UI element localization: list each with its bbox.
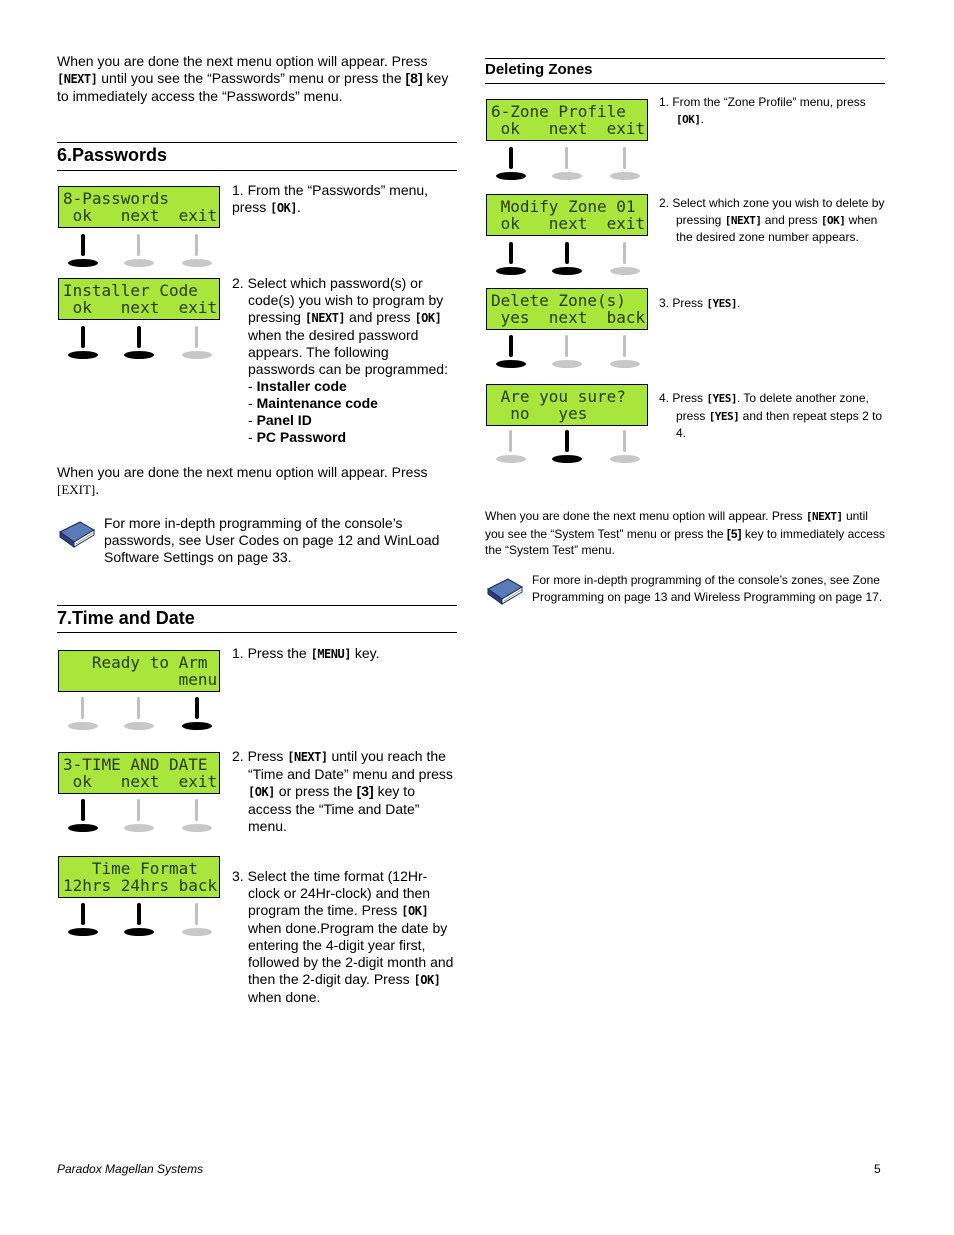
keypad-buttons xyxy=(58,901,220,941)
keypad-button-stem xyxy=(509,147,513,169)
keypad-button-base xyxy=(610,172,640,180)
keypad-button-1 xyxy=(68,695,98,735)
keypad-button-stem xyxy=(137,903,141,925)
keypad-button-2 xyxy=(552,240,582,280)
list-item: - Maintenance code xyxy=(248,395,378,411)
note-text: For more in-depth programming of the console’s zones, see Zone Programming on page 13 and Wireless Programming on page 17. xyxy=(532,573,883,604)
section-rule-top xyxy=(485,58,885,59)
keypad-button-3 xyxy=(610,333,640,373)
keypad-buttons xyxy=(58,324,220,364)
keypad-buttons xyxy=(486,240,648,280)
keypad-button-base xyxy=(182,824,212,832)
section-heading-passwords: 6.Passwords xyxy=(57,145,168,165)
step-text: 3. Press [YES]. xyxy=(659,296,741,310)
keypad-button-3 xyxy=(182,695,212,735)
keypad-buttons xyxy=(58,797,220,837)
book-icon xyxy=(58,518,96,548)
after-paragraph: When you are done the next menu option will appear. Press [EXIT]. xyxy=(57,464,428,497)
step-text: 4. Press [YES]. To delete another zone, press [YES] and then repeat steps 2 to 4. xyxy=(659,391,883,440)
keypad-button-stem xyxy=(81,697,84,719)
keypad-buttons xyxy=(486,428,648,468)
keypad-button-3 xyxy=(182,324,212,364)
keypad-button-base xyxy=(552,267,582,275)
keypad-button-3 xyxy=(610,240,640,280)
keypad-button-stem xyxy=(509,242,513,264)
keypad-button-stem xyxy=(137,326,141,348)
keypad-button-base xyxy=(610,455,640,463)
keypad-button-stem xyxy=(81,234,85,256)
keypad-button-stem xyxy=(195,234,198,256)
step-text: 1. Press the [MENU] key. xyxy=(232,645,380,661)
keypad-button-base xyxy=(68,722,98,730)
keypad-button-1 xyxy=(496,240,526,280)
keypad-button-stem xyxy=(509,430,512,452)
keypad-button-base xyxy=(610,360,640,368)
keypad-button-base xyxy=(182,928,212,936)
password-list xyxy=(232,378,456,446)
keypad-button-stem xyxy=(195,697,199,719)
section-rule-bottom xyxy=(57,632,457,633)
keypad-button-stem xyxy=(81,326,85,348)
step-text: 2. Press [NEXT] until you reach the “Time and Date” menu and press [OK] or press the [3] key to access the “Time and Date” menu. xyxy=(232,748,453,834)
list-item: - PC Password xyxy=(248,429,347,445)
keypad-button-3 xyxy=(182,232,212,272)
footer-title: Paradox Magellan Systems xyxy=(57,1162,204,1176)
note-text: For more in-depth programming of the console’s passwords, see User Codes on page 12 and WinLoad Software Settings on page 33. xyxy=(104,515,440,565)
keypad-button-1 xyxy=(68,797,98,837)
step-text: 2. Select which password(s) or code(s) you wish to program by pressing [NEXT] and press [OK] when the desired password appears. The following passwords can be programmed: - Installer code - Maintenance code - Panel ID - PC Password xyxy=(232,275,456,446)
keypad-button-stem xyxy=(565,242,569,264)
keypad-button-stem xyxy=(565,430,569,452)
keypad-button-2 xyxy=(552,333,582,373)
lcd-screen-are-you-sure: Are you sure? no yes xyxy=(486,384,648,426)
keypad-button-1 xyxy=(68,324,98,364)
intro-paragraph: When you are done the next menu option will appear. Press [NEXT] until you see the “Passwords” menu or press the [8] key to immediately access the “Passwords” menu. xyxy=(57,53,449,104)
keypad-button-base xyxy=(182,722,212,730)
step-text: 3. Select the time format (12Hr-clock or 24Hr-clock) and then program the time. Press [OK] when done.Program the date by entering the 4-digit year first, followed by the 2-digit month and then the 2-digit day. Press [OK] when done. xyxy=(232,868,454,1005)
keypad-button-stem xyxy=(195,326,198,348)
keypad-button-base xyxy=(124,928,154,936)
keypad-button-base xyxy=(68,259,98,267)
keypad-button-base xyxy=(552,455,582,463)
section-rule-top xyxy=(57,605,457,606)
keypad-button-base xyxy=(496,172,526,180)
keypad-button-stem xyxy=(195,903,198,925)
keypad-button-2 xyxy=(552,145,582,185)
keypad-button-2 xyxy=(124,324,154,364)
keypad-button-3 xyxy=(182,901,212,941)
lcd-screen-delete-zones: Delete Zone(s) yes next back xyxy=(486,288,648,330)
keypad-button-2 xyxy=(124,695,154,735)
keypad-button-1 xyxy=(496,145,526,185)
list-item: - Installer code xyxy=(248,378,347,394)
lcd-screen-zone-profile: 6-Zone Profile ok next exit xyxy=(486,99,648,141)
keypad-button-base xyxy=(496,455,526,463)
keypad-button-2 xyxy=(124,232,154,272)
keypad-buttons xyxy=(486,145,648,185)
keypad-button-3 xyxy=(610,145,640,185)
keypad-button-stem xyxy=(137,697,140,719)
lcd-screen-time-and-date: 3-TIME AND DATE ok next exit xyxy=(58,752,220,794)
lcd-screen-modify-zone: Modify Zone 01 ok next exit xyxy=(486,194,648,236)
keypad-button-base xyxy=(552,360,582,368)
keypad-button-stem xyxy=(81,799,85,821)
list-item: - Panel ID xyxy=(248,412,312,428)
section-heading-time-and-date: 7.Time and Date xyxy=(57,608,195,628)
keypad-button-stem xyxy=(137,234,140,256)
book-icon xyxy=(486,575,524,605)
lcd-screen-ready-to-arm: Ready to Arm menu xyxy=(58,650,220,692)
page-number: 5 xyxy=(874,1162,881,1176)
keypad-buttons xyxy=(58,695,220,735)
step-text: 2. Select which zone you wish to delete by pressing [NEXT] and press [OK] when the desired zone number appears. xyxy=(659,196,885,244)
keypad-button-stem xyxy=(623,242,626,264)
next-key-label: [NEXT] xyxy=(57,72,98,86)
key-8-label: [8] xyxy=(405,70,423,86)
keypad-button-stem xyxy=(81,903,85,925)
keypad-button-base xyxy=(68,928,98,936)
lcd-screen-installer-code: Installer Code ok next exit xyxy=(58,278,220,320)
keypad-button-base xyxy=(496,267,526,275)
keypad-button-base xyxy=(68,824,98,832)
keypad-button-stem xyxy=(623,147,626,169)
keypad-button-2 xyxy=(552,428,582,468)
keypad-button-stem xyxy=(623,335,626,357)
keypad-button-stem xyxy=(195,799,198,821)
keypad-button-1 xyxy=(496,333,526,373)
keypad-button-stem xyxy=(565,335,568,357)
keypad-button-3 xyxy=(610,428,640,468)
keypad-button-stem xyxy=(137,799,140,821)
keypad-button-base xyxy=(68,351,98,359)
keypad-button-1 xyxy=(68,232,98,272)
section-rule-top xyxy=(57,142,457,143)
step-text: 1. From the “Zone Profile” menu, press [OK]. xyxy=(659,95,866,126)
keypad-button-2 xyxy=(124,797,154,837)
after-paragraph: When you are done the next menu option will appear. Press [NEXT] until you see the “System Test” menu or press the [5] key to immediately access the “System Test” menu. xyxy=(485,509,885,557)
keypad-button-stem xyxy=(509,335,513,357)
keypad-button-base xyxy=(124,722,154,730)
section-rule-bottom xyxy=(57,170,457,171)
lcd-screen-time-format: Time Format 12hrs 24hrs back xyxy=(58,856,220,898)
keypad-button-base xyxy=(124,824,154,832)
keypad-button-base xyxy=(610,267,640,275)
keypad-buttons xyxy=(58,232,220,272)
keypad-button-1 xyxy=(68,901,98,941)
lcd-screen-passwords: 8-Passwords ok next exit xyxy=(58,186,220,228)
section-heading-deleting-zones: Deleting Zones xyxy=(485,61,593,78)
section-rule-bottom xyxy=(485,83,885,84)
keypad-button-1 xyxy=(496,428,526,468)
keypad-button-base xyxy=(496,360,526,368)
keypad-button-2 xyxy=(124,901,154,941)
keypad-button-base xyxy=(124,259,154,267)
keypad-button-base xyxy=(182,351,212,359)
keypad-button-stem xyxy=(623,430,626,452)
keypad-button-base xyxy=(552,172,582,180)
keypad-buttons xyxy=(486,333,648,373)
step-text: 1. From the “Passwords” menu, press [OK]. xyxy=(232,182,429,215)
keypad-button-3 xyxy=(182,797,212,837)
keypad-button-base xyxy=(182,259,212,267)
keypad-button-base xyxy=(124,351,154,359)
keypad-button-stem xyxy=(565,147,568,169)
